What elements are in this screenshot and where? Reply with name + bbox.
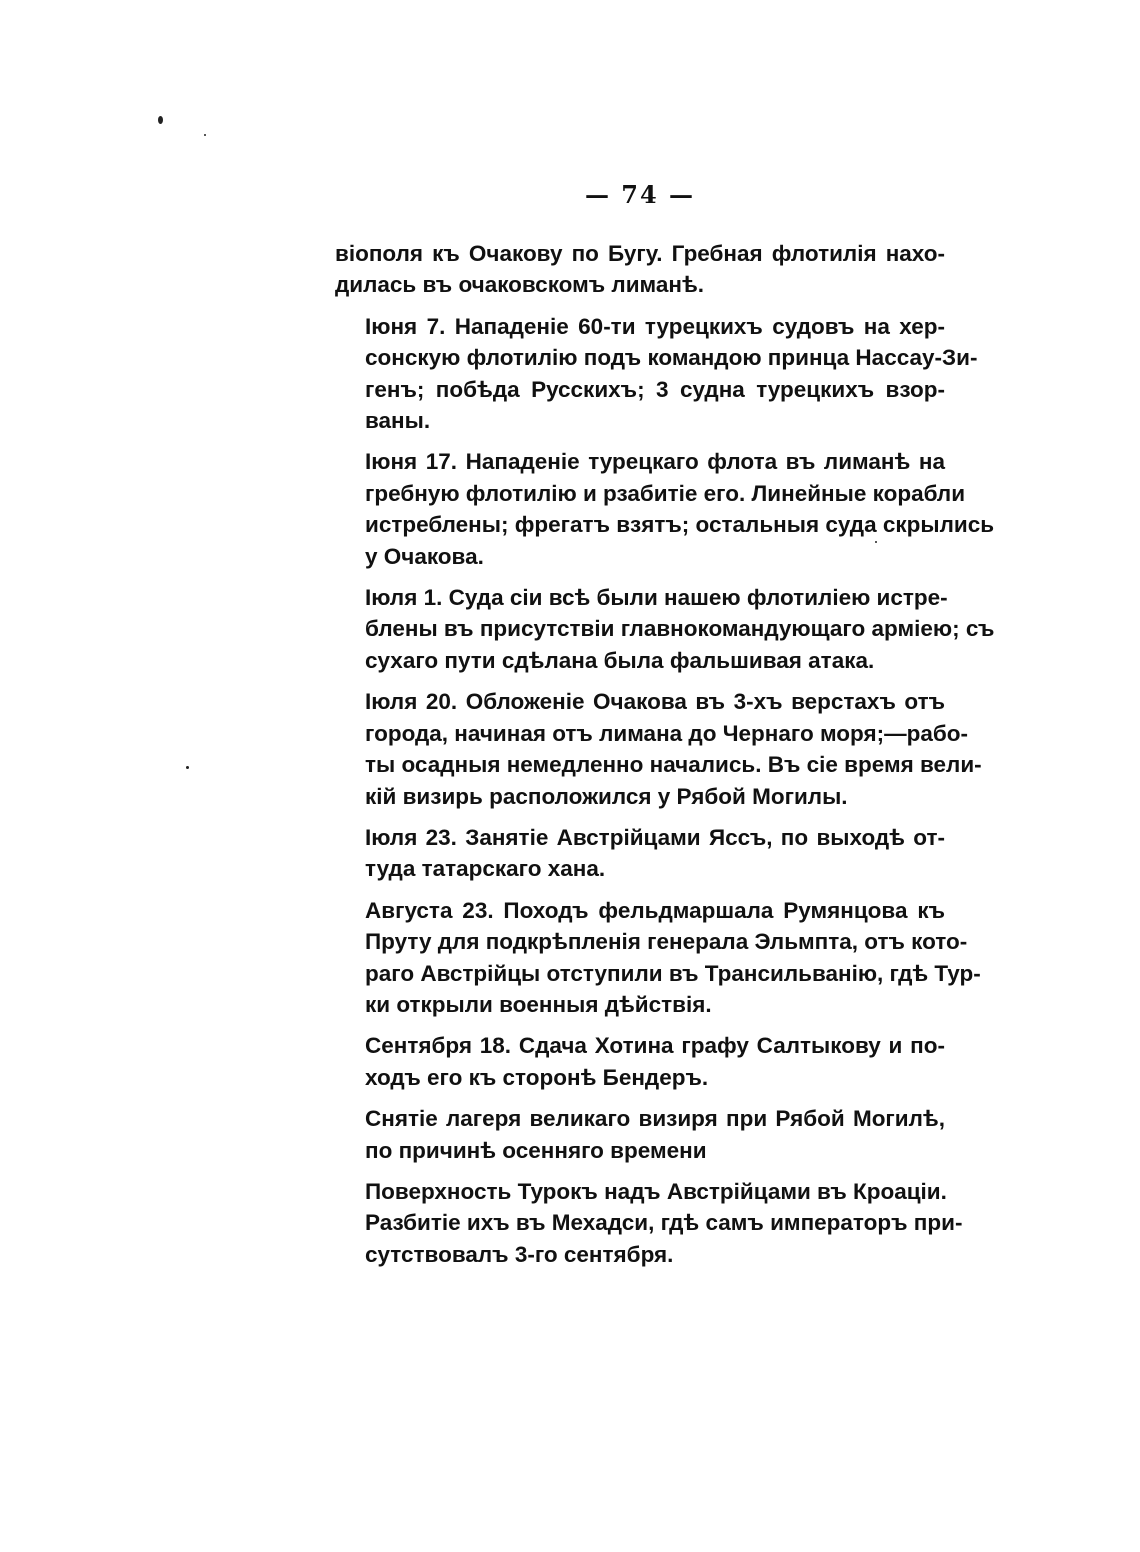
text-line: Іюля 20. Обложеніе Очакова въ 3-хъ верстахъ отъ [365,689,945,715]
text-line: ты осадныя немедленно начались. Въ сіе время вели- [365,752,982,778]
text-line: туда татарскаго хана. [365,856,606,882]
text-line: раго Австрійцы отступили въ Трансильванію, гдѣ Тур- [365,960,981,986]
text-line: сутствовалъ 3-го сентября. [365,1241,674,1267]
text-line: Августа 23. Походъ фельдмаршала Румянцова къ [365,897,945,923]
text-line: истреблены; фрегатъ взятъ; остальныя суда скрылись [365,512,995,538]
text-line: ходъ его къ сторонѣ Бендеръ. [365,1064,709,1090]
print-speck [186,766,189,769]
paragraph [335,311,978,437]
print-speck [204,134,206,136]
text-line: Іюля 23. Занятіе Австрійцами Яссъ, по выходѣ от- [365,824,945,850]
paragraph [335,238,945,301]
text-line: Пруту для подкрѣпленія генерала Эльмпта, отъ кото- [365,929,968,955]
text-line: по причинѣ осенняго времени [365,1137,707,1163]
text-line: сонскую флотилію подъ командою принца Нассау-Зи- [365,345,978,371]
text-line: Іюня 17. Нападеніе турецкаго флота въ лиманѣ на [365,449,945,475]
text-line: блены въ присутствіи главнокомандующаго арміею; съ [365,616,995,642]
text-line: ваны. [365,408,431,434]
paragraph [335,686,982,812]
paragraph [335,446,995,572]
text-line: Поверхность Турокъ надъ Австрійцами въ Кроаціи. [365,1178,947,1204]
text-line: дилась въ очаковскомъ лиманѣ. [335,272,705,298]
page-text [335,238,995,1280]
paragraph [335,1176,963,1270]
print-speck [158,116,163,124]
text-line: кій визирь расположился у Рябой Могилы. [365,783,848,809]
paragraph [335,1030,945,1093]
text-line: ки открыли военныя дѣйствія. [365,991,712,1017]
paragraph [335,1103,945,1166]
text-line: города, начиная отъ лимана до Чернаго моря;—рабо- [365,720,968,746]
paragraph [335,822,945,885]
text-line: Снятіе лагеря великаго визиря при Рябой Могилѣ, [365,1106,945,1132]
text-line: генъ; побѣда Русскихъ; 3 судна турецкихъ взор- [365,376,945,402]
text-line: Сентября 18. Сдача Хотина графу Салтыкову и по- [365,1033,945,1059]
paragraph [335,895,981,1021]
text-line: у Очакова. [365,543,484,569]
text-line: віополя къ Очакову по Бугу. Гребная флотилія нахо- [335,241,945,266]
page-number: — 74 — [584,180,696,209]
paragraph [335,582,995,676]
text-line: гребную флотилію и рзабитіе его. Линейные корабли [365,480,966,506]
text-line: Разбитіе ихъ въ Мехадси, гдѣ самъ императоръ при- [365,1210,963,1236]
text-line: Іюня 7. Нападеніе 60-ти турецкихъ судовъ на хер- [365,313,945,339]
text-line: Іюля 1. Суда сіи всѣ были нашею флотиліею истре- [365,585,948,611]
text-line: сухаго пути сдѣлана была фальшивая атака. [365,647,875,673]
